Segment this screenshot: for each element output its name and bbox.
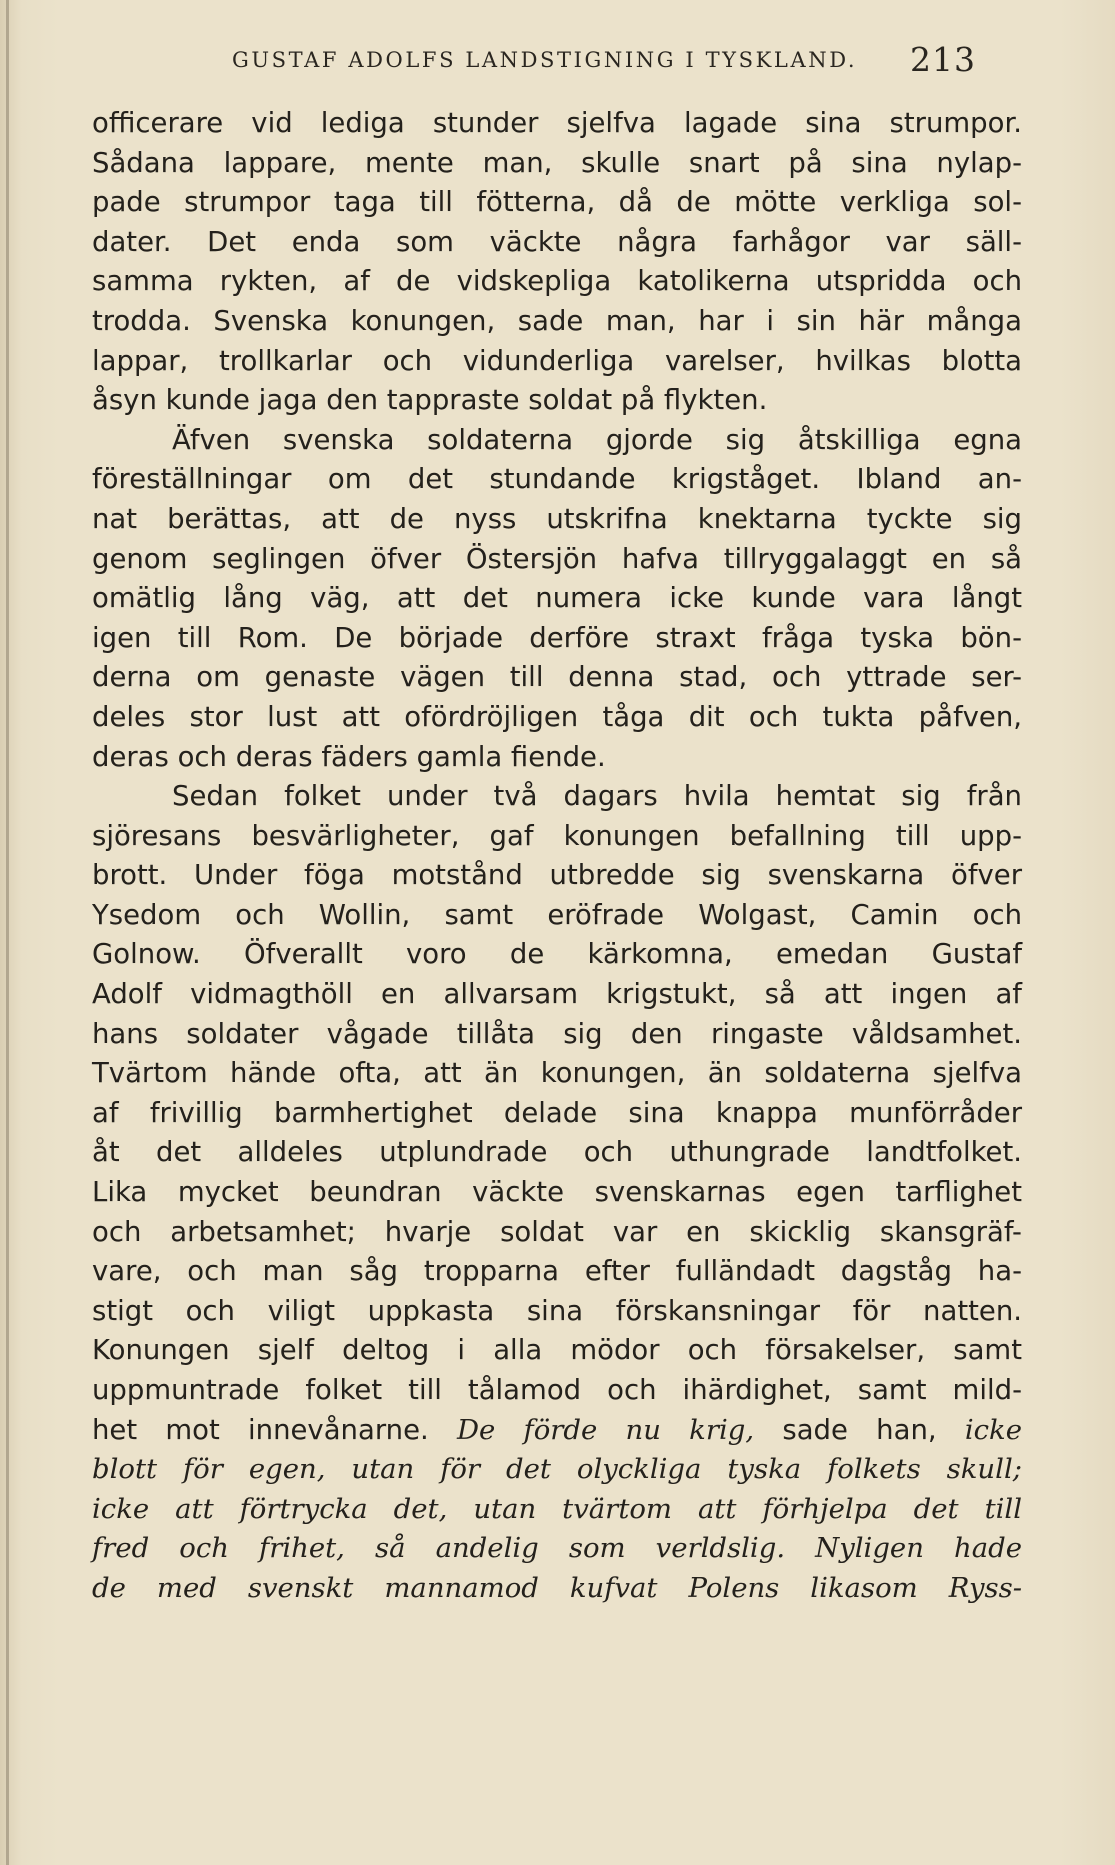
text-segment: Sådana lappare, mente man, skulle snart på sina nylap- — [92, 146, 1022, 179]
text-segment: genom seglingen öfver Östersjön hafva tillryggalaggt en så — [92, 542, 1022, 575]
text-line — [92, 579, 1022, 619]
text-segment: af frivillig barmhertighet delade sina knappa munförråder — [92, 1096, 1022, 1129]
text-segment: nat berättas, att de nyss utskrifna knektarna tyckte sig — [92, 502, 1022, 535]
running-head: GUSTAF ADOLFS LANDSTIGNING I TYSKLAND. — [232, 48, 858, 72]
text-segment: deras och deras fäders gamla fiende. — [92, 740, 606, 773]
text-segment: dater. Det enda som väckte några farhågor var säll- — [92, 225, 1022, 258]
page-number: 213 — [910, 40, 976, 79]
text-line — [92, 817, 1022, 857]
text-segment — [785, 1532, 815, 1564]
text-segment: hans soldater vågade tillåta sig den ringaste våldsamhet. — [92, 1017, 1022, 1050]
italic-text-segment: de med svenskt mannamod kufvat Polens likasom Ryss- — [92, 1571, 1022, 1604]
text-line — [92, 460, 1022, 500]
text-line — [92, 1015, 1022, 1055]
text-line — [92, 1133, 1022, 1173]
text-line — [92, 302, 1022, 342]
text-line — [92, 1529, 1022, 1569]
text-line — [92, 658, 1022, 698]
text-segment: samma rykten, af de vidskepliga katolikerna utspridda och — [92, 265, 1022, 298]
text-segment: uppmuntrade folket till tålamod och ihärdighet, samt mild- — [92, 1374, 1022, 1406]
text-line — [92, 183, 1022, 223]
text-segment: igen till Rom. De började derföre straxt fråga tyska bön- — [92, 621, 1022, 654]
text-segment: vare, och man såg tropparna efter fulländadt dagståg ha- — [92, 1255, 1022, 1288]
text-segment: Sedan folket under två dagars hvila hemtat sig från — [172, 780, 1022, 813]
text-line — [92, 1213, 1022, 1253]
text-line — [92, 1569, 1022, 1609]
text-segment: het mot innevånarne. — [92, 1413, 457, 1446]
text-segment: Lika mycket beundran väckte svenskarnas egen tarflighet — [92, 1176, 1022, 1209]
text-line — [92, 144, 1022, 184]
text-segment: och arbetsamhet; hvarje soldat var en skicklig skansgräf- — [92, 1215, 1022, 1248]
text-line — [92, 975, 1022, 1015]
text-segment: Äfven svenska soldaterna gjorde sig åtskilliga egna — [172, 423, 1022, 456]
text-segment: åt det alldeles utplundrade och uthungrade landtfolket. — [92, 1136, 1022, 1169]
italic-text-segment: fred och frihet, så andelig som verldslig. — [92, 1532, 786, 1565]
text-line — [92, 1173, 1022, 1213]
text-line — [92, 1094, 1022, 1134]
text-line — [92, 738, 1022, 778]
text-segment: derna om genaste vägen till denna stad, och yttrade ser- — [92, 661, 1022, 694]
text-segment: föreställningar om det stundande krigståget. Ibland an- — [92, 463, 1022, 496]
text-segment: Konungen sjelf deltog i alla mödor och försakelser, samt — [92, 1334, 1022, 1367]
text-segment: åsyn kunde jaga den tappraste soldat på flykten. — [92, 384, 768, 417]
text-segment: Golnow. Öfverallt voro de kärkomna, emedan Gustaf — [92, 938, 1022, 971]
text-line — [92, 421, 1022, 461]
text-segment: deles stor lust att ofördröjligen tåga dit och tukta påfven, — [92, 700, 1022, 733]
text-segment: sade han, — [754, 1413, 965, 1446]
italic-text-segment: De förde nu krig, — [456, 1413, 755, 1446]
text-line — [92, 896, 1022, 936]
text-line — [92, 540, 1022, 580]
text-line — [92, 1411, 1022, 1451]
text-segment: brott. Under föga motstånd utbredde sig svenskarna öfver — [92, 859, 1022, 892]
text-segment: officerare vid lediga stunder sjelfva lagade sina strumpor. — [92, 107, 1022, 139]
body-text — [92, 104, 1022, 1609]
text-segment: lappar, trollkarlar och vidunderliga varelser, hvilkas blotta — [92, 344, 1022, 377]
text-line — [92, 1054, 1022, 1094]
text-segment: trodda. Svenska konungen, sade man, har i sin här många — [92, 304, 1022, 337]
text-line — [92, 935, 1022, 975]
text-segment: Ysedom och Wollin, samt eröfrade Wolgast, Camin och — [92, 898, 1022, 931]
binding-gutter — [6, 0, 9, 1865]
text-segment: Tvärtom hände ofta, att än konungen, än soldaterna sjelfva — [92, 1057, 1022, 1090]
text-line — [92, 500, 1022, 540]
text-line — [92, 104, 1022, 144]
text-line — [92, 1371, 1022, 1411]
text-line — [92, 698, 1022, 738]
text-line — [92, 619, 1022, 659]
italic-text-segment: icke att förtrycka det, utan tvärtom att förhjelpa det till — [92, 1492, 1022, 1525]
text-line — [92, 1292, 1022, 1332]
italic-text-segment: Nyligen hade — [815, 1532, 1022, 1565]
text-line — [92, 1450, 1022, 1490]
text-segment: stigt och viligt uppkasta sina förskansningar för natten. — [92, 1294, 1022, 1327]
text-segment: omätlig lång väg, att det numera icke kunde vara långt — [92, 582, 1022, 615]
text-line — [92, 223, 1022, 263]
text-line — [92, 856, 1022, 896]
text-line — [92, 1252, 1022, 1292]
text-line — [92, 1490, 1022, 1530]
text-segment: pade strumpor taga till fötterna, då de mötte verkliga sol- — [92, 186, 1022, 219]
text-line — [92, 342, 1022, 382]
page-header — [92, 40, 1022, 86]
text-line — [92, 381, 1022, 421]
text-segment: Adolf vidmagthöll en allvarsam krigstukt, så att ingen af — [92, 978, 1022, 1011]
text-line — [92, 262, 1022, 302]
text-line — [92, 1331, 1022, 1371]
text-segment: sjöresans besvärligheter, gaf konungen befallning till upp- — [92, 819, 1022, 852]
italic-text-segment: blott för egen, utan för det olyckliga tyska folkets skull; — [92, 1453, 1022, 1486]
italic-text-segment: icke — [964, 1413, 1022, 1446]
text-line — [92, 777, 1022, 817]
